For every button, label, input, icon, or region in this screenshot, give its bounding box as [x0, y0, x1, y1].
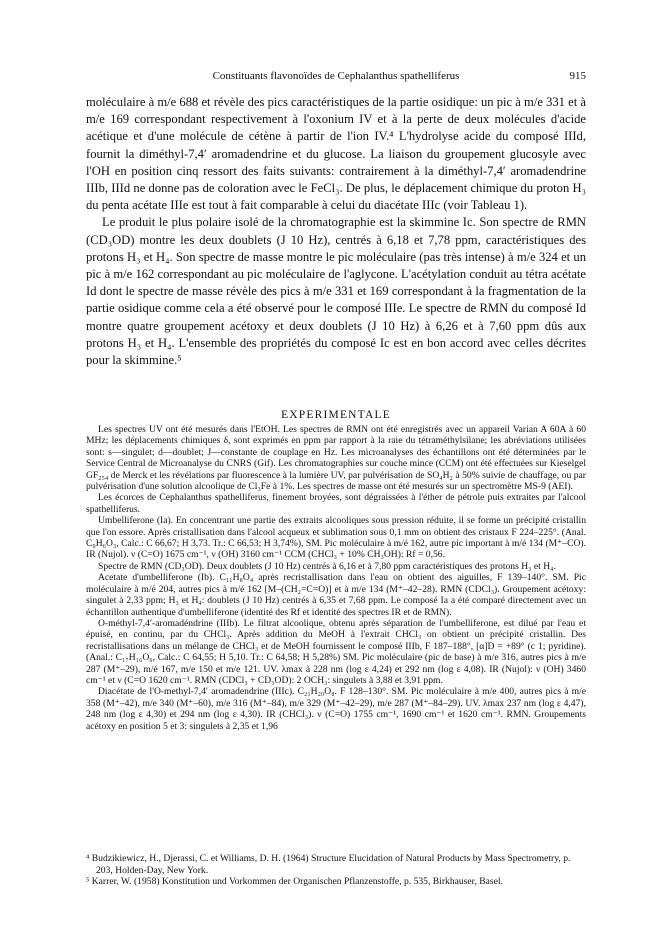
running-title: Constituants flavonoïdes de Cephalanthus spathelliferus — [212, 70, 460, 82]
running-header — [86, 70, 586, 86]
experimental-paragraph: O-méthyl-7,4′-aromadéndrine (IIIb). Le filtrat alcoolique, obtenu après séparation de l'umbelliferone, est dilué par l'eau et épuisé, en continu, par du CHCl₃. Après addition du MeOH à l'extrait CHCl₃ on obtient un précipité cristallin. Des recristallisations dans un mélange de CHCl₃ et de MeOH fournissent le composé IIIb, F 187–188°, [α]D = +89° (c 1; pyridine). (Anal.: C₁₇H₁₆O₆, Calc.: C 64,55; H 5,10. Tr.: C 64,58; H 5,28%) SM. Pic moléculaire (pic de base) à m/e 316, autres pics à m/e 287 (M⁺–29), m/é 167, m/e 150 et m/e 121. UV. λmax à 228 nm (log ε 4,24) et 292 nm (log ε 4,08). IR (Nujol): ν (OH) 3460 cm⁻¹ et ν (C=O 1620 cm⁻¹. RMN (CDCl₃ + CD₃OD): 2 OCH₃: singulets à 3,88 et 3,91 ppm. — [86, 617, 586, 686]
experimental-paragraph: Spectre de RMN (CD₃OD). Deux doublets (J 10 Hz) centrés à 6,16 et à 7,80 ppm caractéristiques des protons H₃ et H₄. — [98, 560, 556, 572]
experimental-paragraph: Les spectres UV ont été mesurés dans l'EtOH. Les spectres de RMN ont été enregistrés avec un appareil Varian A 60A à 60 MHz; les déplacements chimiques δ, sont exprimés en ppm par rapport à la raie du tétraméthylsilane; les abréviations utilisées sont: s—singulet; d—doublet; J—constante de couplage en Hz. Les microanalyses des échantillons ont été déterminées par le Service Central de Microanalyse du CNRS (Gif). Les chromatographies sur couche mince (CCM) ont été effectuées sur Kieselgel GF₂₅₄ de Merck et les révélations par fluorescence à la lumière UV, par pulvérisation de SO₄H₂ à 50% suivie de chauffage, ou par pulvérisation d'une solution alcoolique de Cl₃Fe à 1%. Les spectres de masse ont été mesurés sur un spectromètre MS-9 (AEI). — [86, 424, 586, 493]
main-text — [86, 94, 586, 369]
experimental-paragraph: Diacétate de l'O-methyl-7,4′ aromadendrine (IIIc). C₂₁H₂₀O₈. F 128–130°. SM. Pic moléculaire à m/e 400, autres pics à m/e 358 (M⁺–42), m/e 340 (M⁺–60), m/e 316 (M⁺–84), m/e 329 (M⁺–42–29), m/e 287 (M⁺–84–29). UV. λmax 237 nm (log ε 4,47), 248 nm (log ε 4,30) et 294 nm (log ε 4,30). IR (CHCl₃). ν (C=O) 1755 cm⁻¹, 1690 cm⁻¹ et 1620 cm⁻¹. RMN. Groupements acétoxy en position 5 et 3: singulets à 2,35 et 1,96 — [86, 686, 586, 732]
body-paragraph: moléculaire à m/e 688 et révèle des pics caractéristiques de la partie osidique: un pic à m/e 331 et à m/e 169 correspondant respectivement à l'oxonium IV et à la perte de deux molécules d'acide acétique et d'une molécule de cétène à partir de l'ion IV.⁴ L'hydrolyse acide du composé IIId, fournit la diméthyl-7,4′ aromadendrine et du glucose. La liaison du groupement glucosyle avec l'OH en position cinq ressort des faits suivants: contrairement à la diméthyl-7,4′ aromadendrine IIIb, IIId ne donne pas de coloration avec le FeCl₃. De plus, le déplacement chimique du proton H₃ du penta acétate IIIe est tout à fait comparable à celui du diacétate IIIc (voir Tableau 1). — [86, 95, 586, 213]
section-heading-experimentale: EXPERIMENTALE — [281, 409, 391, 421]
footnote: ⁵ Karrer, W. (1958) Konstitution und Vorkommen der Organischen Pflanzenstoffe, p. 535, Birkhauser, Basel. — [86, 876, 503, 888]
experimental-paragraph: Acetate d'umbelliferone (Ib). C₁₁H₈O₄ après recristallisation dans l'eau on obtient des aiguilles, F 139–140°. SM. Pic moléculaire à m/é 204, autres pics à m/é 162 [M–(CH₂=C=O)] et à m/e 134 (M⁺–42–28). RMN (CDCl₃). Groupement acétoxy: singulet à 2,33 ppm; H₃ et H₄: doublets (J 10 Hz) centrés à 6,35 et 7,68 ppm. Le composé Ia a été comparé directement avec un échantillon authentique d'umbelliferone (identité des Rf et identité des spectres IR et de RMN). — [86, 572, 586, 618]
body-paragraph: Le produit le plus polaire isolé de la chromatographie est la skimmine Ic. Son spectre de RMN (CD₃OD) montre les deux doublets (J 10 Hz), centrés à 6,18 et 7,78 ppm, caractéristiques des protons H₃ et H₄. Son spectre de masse montre le pic moléculaire (pas très intense) à m/e 324 et un pic à m/e 162 correspondant au pic moléculaire de l'aglycone. L'acétylation conduit au tétra acétate Id dont le spectre de masse révèle des pics à m/e 331 et 169 correspondant à la fragmentation de la partie osidique comme cela a été observé pour le composé IIIe. Le spectre de RMN du composé Id montre quatre groupement acétoxy et deux doublets (J 10 Hz) à 6,26 et à 7,60 ppm dûs aux protons H₃ et H₄. L'ensemble des propriétés du composé Ic est en bon accord avec celles décrites pour la skimmine.⁵ — [86, 215, 586, 368]
footnote: ⁴ Budzikiewicz, H., Djerassi, C. et Williams, D. H. (1964) Structure Elucidation of Natural Products by Mass Spectrometry, p. 203, Holden-Day, New York. — [86, 853, 571, 876]
experimental-paragraph: Les écorces de Cephalanthus spathelliferus, finement broyées, sont dégraissées à l'éther de pétrole puis extraites par l'alcool spathelliferus. — [86, 492, 586, 515]
page-number: 915 — [569, 70, 586, 82]
experimental-section — [86, 424, 586, 732]
footnotes — [86, 853, 586, 888]
experimental-paragraph: Umbelliferone (Ia). En concentrant une partie des extraits alcooliques sous pression réduite, il se forme un précipité cristallin que l'on essore. Après cristallisation dans l'alcool acqueux et sublimation sous 0,1 mm on obtient des cristaux F 224–225°. (Anal. C₉H₆O₃, Calc.: C 66,67; H 3,73. Tr.: C 66,53; H 3,74%), SM. Pic moléculaire à m/é 162, autre pic important à m/é 134 (M⁺–CO). IR (Nujol). ν (C=O) 1675 cm⁻¹, ν (OH) 3160 cm⁻¹ CCM (CHCl₃ + 10% CH₃OH): Rf = 0,56. — [86, 515, 586, 561]
